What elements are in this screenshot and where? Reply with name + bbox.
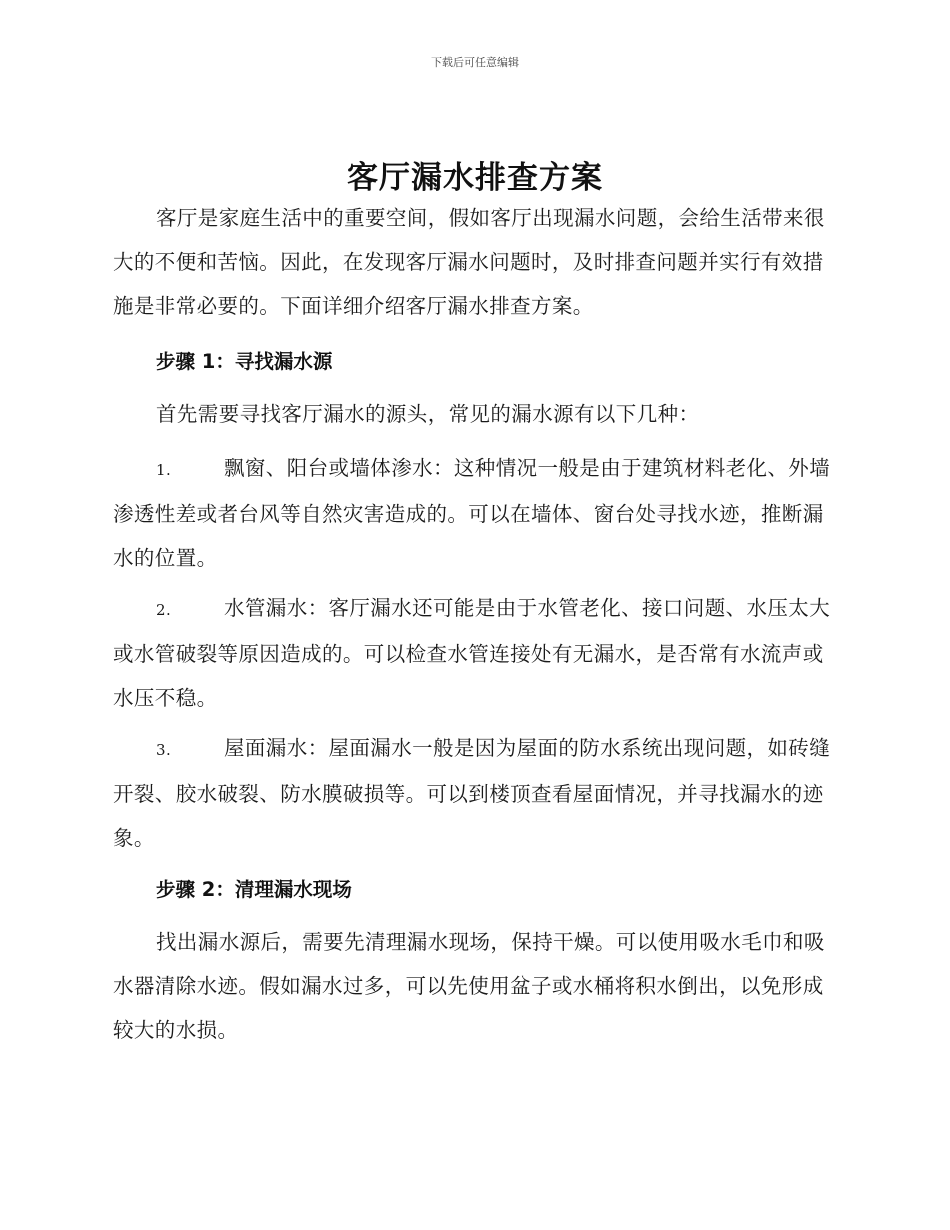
list-item-number: 1. [156, 461, 172, 479]
list-item [113, 726, 833, 860]
step2-paragraph: 找出漏水源后，需要先清理漏水现场，保持干燥。可以使用吸水毛巾和吸水器清除水迹。假如漏水过多，可以先使用盆子或水桶将积水倒出，以免形成较大的水损。 [113, 930, 825, 1042]
list-item-text: 飘窗、阳台或墙体渗水：这种情况一般是由于建筑材料老化、外墙渗透性差或者台风等自然灾害造成的。可以在墙体、窗台处寻找水迹，推断漏水的位置。 [113, 456, 831, 570]
list-item-number: 2. [156, 601, 172, 619]
page-header-note: 下载后可任意编辑 [431, 56, 519, 69]
intro-paragraph: 客厅是家庭生活中的重要空间，假如客厅出现漏水问题，会给生活带来很大的不便和苦恼。因此，在发现客厅漏水问题时，及时排查问题并实行有效措施是非常必要的。下面详细介绍客厅漏水排查方案。 [113, 206, 825, 318]
document-title: 客厅漏水排查方案 [347, 160, 603, 196]
list-item [113, 586, 833, 720]
list-item [113, 446, 833, 580]
step1-lead-paragraph: 首先需要寻找客厅漏水的源头，常见的漏水源有以下几种： [156, 402, 700, 426]
list-item-number: 3. [156, 741, 172, 759]
step1-heading: 步骤 1：寻找漏水源 [156, 350, 333, 373]
list-item-text: 水管漏水：客厅漏水还可能是由于水管老化、接口问题、水压太大或水管破裂等原因造成的。可以检查水管连接处有无漏水，是否常有水流声或水压不稳。 [113, 596, 831, 710]
list-item-text: 屋面漏水：屋面漏水一般是因为屋面的防水系统出现问题，如砖缝开裂、胶水破裂、防水膜破损等。可以到楼顶查看屋面情况，并寻找漏水的迹象。 [113, 736, 831, 850]
step2-heading: 步骤 2：清理漏水现场 [156, 878, 352, 901]
